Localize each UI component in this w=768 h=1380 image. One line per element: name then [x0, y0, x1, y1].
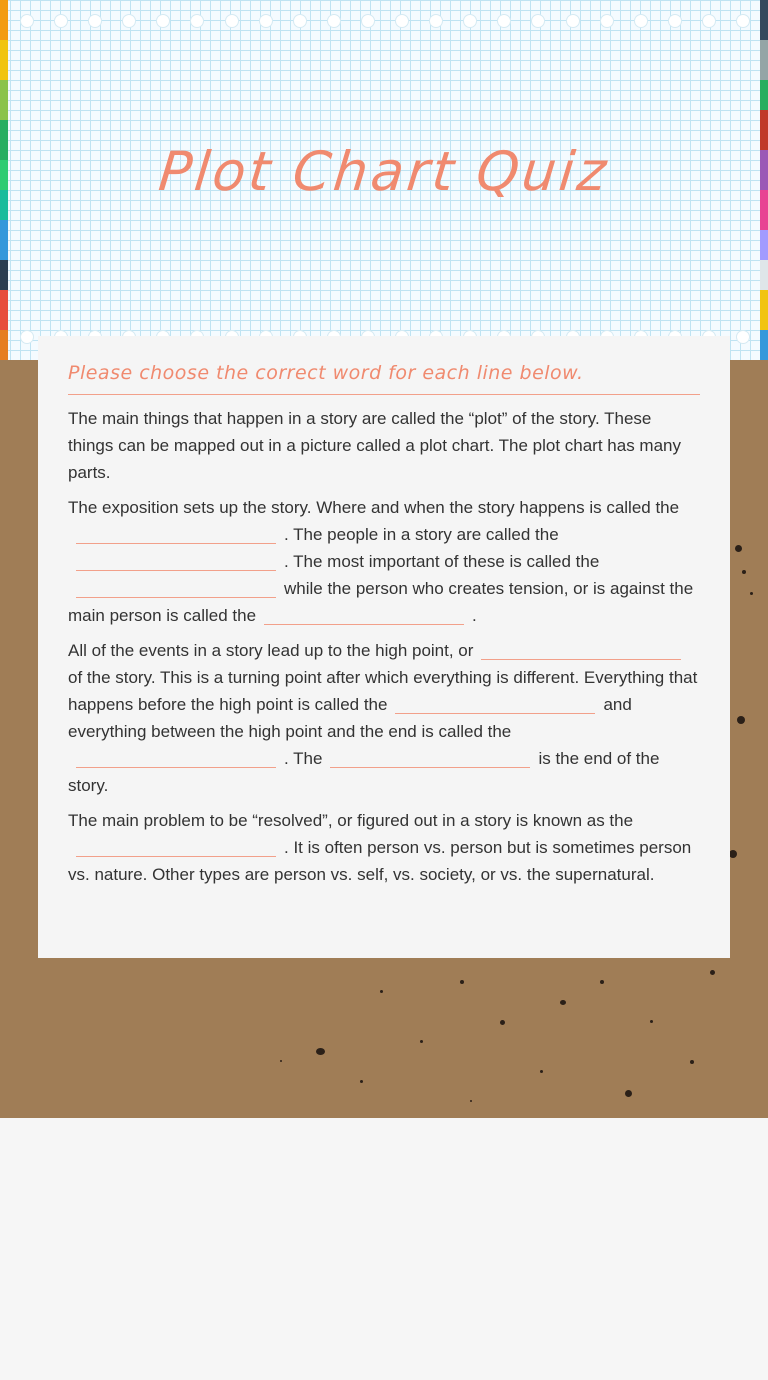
paragraph-intro: The main things that happen in a story are called the “plot” of the story. These things can be mapped out in a picture called a plot chart. The plot chart has many parts.: [68, 409, 681, 482]
blank-climax[interactable]: [481, 641, 681, 660]
blank-setting[interactable]: [76, 525, 276, 544]
blank-falling-action[interactable]: [76, 749, 276, 768]
blank-antagonist[interactable]: [264, 606, 464, 625]
blank-protagonist[interactable]: [76, 579, 276, 598]
paragraph-exposition: The exposition sets up the story. Where and when the story happens is called the. The people in a story are called the. The most important of these is called thewhile the person who creates tension, or is against the main person is called the .: [68, 498, 694, 625]
blank-rising-action[interactable]: [395, 695, 595, 714]
paragraph-events: All of the events in a story lead up to the high point, orof the story. This is a turning point after which everything is different. Everything that happens before the high point is called the and everything between the high point and the end is called the. The is the end of the story.: [68, 641, 698, 795]
paragraph-conflict: The main problem to be “resolved”, or figured out in a story is known as the. It is often person vs. person but is sometimes person vs. nature. Other types are person vs. self, vs. society, or vs. the supernatural.: [68, 811, 692, 884]
blank-characters[interactable]: [76, 552, 276, 571]
blank-conflict[interactable]: [76, 838, 276, 857]
blank-resolution[interactable]: [330, 749, 530, 768]
quiz-card: [38, 336, 730, 958]
page-title: Plot Chart Quiz: [155, 140, 613, 203]
header-graph-paper: [0, 0, 768, 360]
top-punch-holes: [20, 14, 750, 34]
instructions-heading: Please choose the correct word for each line below.: [68, 362, 700, 395]
